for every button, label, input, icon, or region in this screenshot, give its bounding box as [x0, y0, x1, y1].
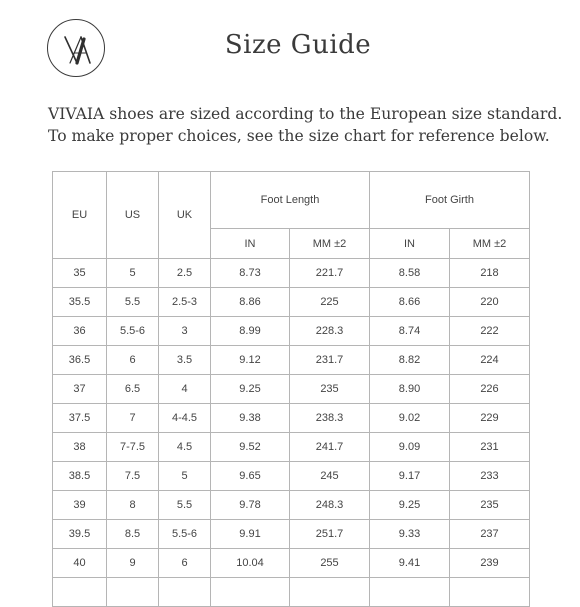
cell-uk: 6 — [159, 549, 211, 578]
cell-us: 5.5-6 — [107, 317, 159, 346]
cell-eu: 36 — [53, 317, 107, 346]
cell-eu: 36.5 — [53, 346, 107, 375]
cell-length-in: 9.52 — [211, 433, 290, 462]
intro-text — [48, 103, 568, 147]
cell-girth-in: 9.02 — [370, 404, 450, 433]
cell-length-mm: 241.7 — [290, 433, 370, 462]
cell-us — [107, 578, 159, 607]
cell-girth-in: 9.17 — [370, 462, 450, 491]
cell-uk: 4.5 — [159, 433, 211, 462]
table-row — [53, 549, 530, 578]
cell-us: 7-7.5 — [107, 433, 159, 462]
cell-us: 9 — [107, 549, 159, 578]
cell-length-in: 9.78 — [211, 491, 290, 520]
table-row — [53, 578, 530, 607]
cell-eu: 39 — [53, 491, 107, 520]
cell-uk: 5.5 — [159, 491, 211, 520]
cell-girth-mm: 233 — [450, 462, 530, 491]
cell-length-mm — [290, 578, 370, 607]
cell-length-in: 8.99 — [211, 317, 290, 346]
header-foot-length: Foot Length — [211, 172, 370, 229]
header-girth-in: IN — [370, 229, 450, 259]
header-length-in: IN — [211, 229, 290, 259]
table-row — [53, 462, 530, 491]
cell-length-mm: 228.3 — [290, 317, 370, 346]
cell-eu — [53, 578, 107, 607]
cell-girth-mm: 237 — [450, 520, 530, 549]
cell-length-in: 9.12 — [211, 346, 290, 375]
cell-uk: 5 — [159, 462, 211, 491]
cell-uk: 2.5 — [159, 259, 211, 288]
cell-length-mm: 235 — [290, 375, 370, 404]
cell-uk: 5.5-6 — [159, 520, 211, 549]
cell-length-in: 9.38 — [211, 404, 290, 433]
cell-us: 6 — [107, 346, 159, 375]
cell-girth-in: 8.58 — [370, 259, 450, 288]
cell-eu: 40 — [53, 549, 107, 578]
header-girth-mm: MM ±2 — [450, 229, 530, 259]
table-row — [53, 491, 530, 520]
cell-girth-in: 8.90 — [370, 375, 450, 404]
cell-girth-mm: 231 — [450, 433, 530, 462]
cell-length-in — [211, 578, 290, 607]
cell-uk: 4-4.5 — [159, 404, 211, 433]
cell-length-mm: 251.7 — [290, 520, 370, 549]
cell-girth-in — [370, 578, 450, 607]
table-row — [53, 346, 530, 375]
cell-us: 6.5 — [107, 375, 159, 404]
cell-eu: 37.5 — [53, 404, 107, 433]
header-eu: EU — [53, 172, 107, 259]
cell-us: 7.5 — [107, 462, 159, 491]
cell-girth-mm: 218 — [450, 259, 530, 288]
cell-uk: 4 — [159, 375, 211, 404]
cell-girth-in: 9.25 — [370, 491, 450, 520]
cell-girth-mm: 239 — [450, 549, 530, 578]
cell-length-mm: 255 — [290, 549, 370, 578]
cell-girth-mm: 224 — [450, 346, 530, 375]
cell-length-mm: 231.7 — [290, 346, 370, 375]
cell-girth-in: 9.33 — [370, 520, 450, 549]
cell-length-mm: 238.3 — [290, 404, 370, 433]
intro-line-2: To make proper choices, see the size chart for reference below. — [48, 127, 550, 145]
cell-girth-in: 8.66 — [370, 288, 450, 317]
cell-girth-mm: 235 — [450, 491, 530, 520]
cell-us: 8 — [107, 491, 159, 520]
cell-uk: 3 — [159, 317, 211, 346]
cell-girth-mm: 222 — [450, 317, 530, 346]
cell-girth-mm: 226 — [450, 375, 530, 404]
cell-us: 8.5 — [107, 520, 159, 549]
cell-length-mm: 248.3 — [290, 491, 370, 520]
cell-girth-in: 9.09 — [370, 433, 450, 462]
cell-length-in: 9.65 — [211, 462, 290, 491]
cell-us: 7 — [107, 404, 159, 433]
cell-length-mm: 245 — [290, 462, 370, 491]
cell-eu: 35 — [53, 259, 107, 288]
cell-eu: 35.5 — [53, 288, 107, 317]
cell-length-in: 8.86 — [211, 288, 290, 317]
cell-length-in: 8.73 — [211, 259, 290, 288]
table-row — [53, 375, 530, 404]
cell-length-mm: 221.7 — [290, 259, 370, 288]
header-foot-girth: Foot Girth — [370, 172, 530, 229]
cell-girth-mm: 229 — [450, 404, 530, 433]
table-row — [53, 317, 530, 346]
cell-length-mm: 225 — [290, 288, 370, 317]
cell-girth-in: 8.82 — [370, 346, 450, 375]
cell-girth-mm — [450, 578, 530, 607]
header-length-mm: MM ±2 — [290, 229, 370, 259]
cell-uk: 2.5-3 — [159, 288, 211, 317]
header-us: US — [107, 172, 159, 259]
cell-us: 5.5 — [107, 288, 159, 317]
cell-girth-in: 9.41 — [370, 549, 450, 578]
table-row — [53, 259, 530, 288]
cell-eu: 38.5 — [53, 462, 107, 491]
intro-line-1: VIVAIA shoes are sized according to the European size standard. — [48, 105, 563, 123]
header-uk: UK — [159, 172, 211, 259]
cell-length-in: 9.91 — [211, 520, 290, 549]
cell-length-in: 10.04 — [211, 549, 290, 578]
page-title: Size Guide — [224, 30, 372, 60]
cell-length-in: 9.25 — [211, 375, 290, 404]
cell-girth-mm: 220 — [450, 288, 530, 317]
table-row — [53, 520, 530, 549]
table-row — [53, 433, 530, 462]
table-row — [53, 288, 530, 317]
cell-girth-in: 8.74 — [370, 317, 450, 346]
cell-us: 5 — [107, 259, 159, 288]
table-body — [53, 259, 530, 607]
table-row — [53, 404, 530, 433]
cell-eu: 39.5 — [53, 520, 107, 549]
cell-uk: 3.5 — [159, 346, 211, 375]
size-table — [52, 171, 530, 607]
cell-eu: 38 — [53, 433, 107, 462]
cell-uk — [159, 578, 211, 607]
cell-eu: 37 — [53, 375, 107, 404]
